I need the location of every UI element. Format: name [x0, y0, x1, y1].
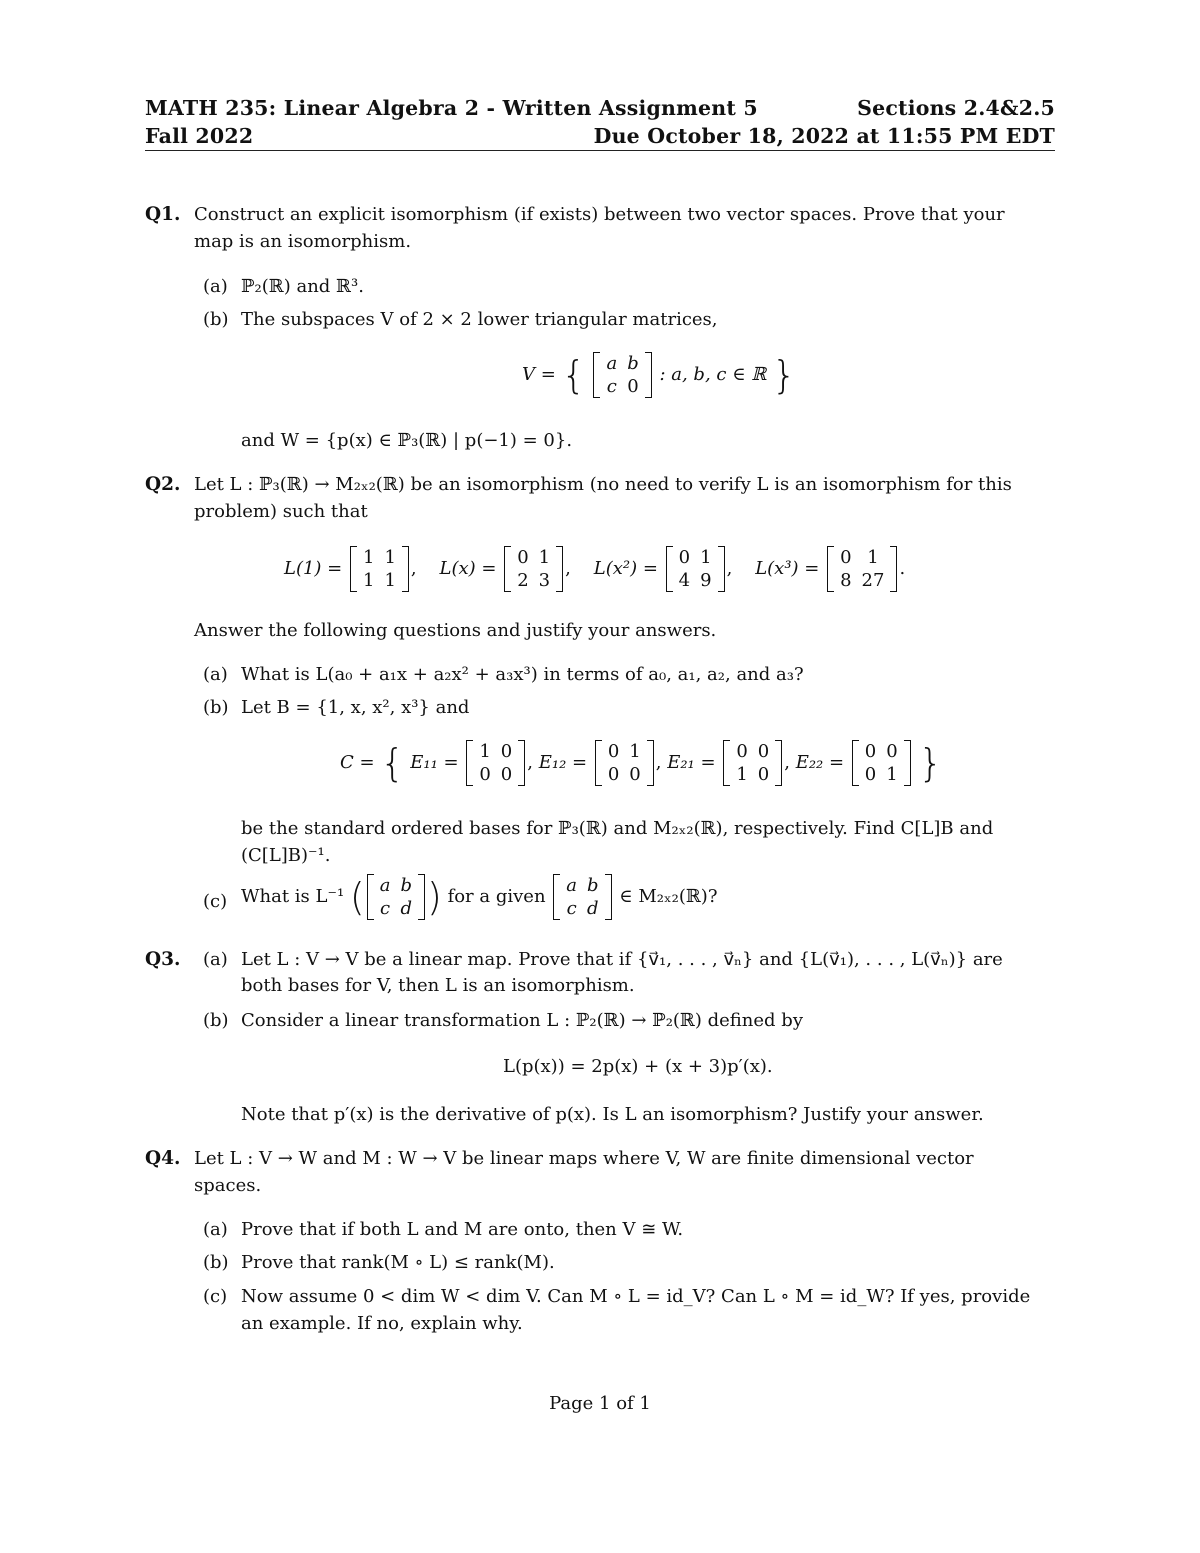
q2-text-line2: problem) such that [194, 501, 368, 522]
q2-map-display [284, 546, 905, 592]
map-lhs: L(1) = [284, 558, 343, 579]
basis-lhs: E₁₂ = [538, 752, 588, 773]
separator: , [410, 558, 417, 579]
matrix-cell: a [606, 353, 618, 374]
matrix-cell: 1 [538, 547, 551, 568]
map-lhs: L(x³) = [755, 558, 820, 579]
matrix-cell: 3 [538, 570, 551, 591]
q1-label: Q1. [145, 204, 181, 225]
q4a-text: Prove that if both L and M are onto, then V ≅ W. [241, 1219, 684, 1240]
q4a-label: (a) [203, 1219, 228, 1240]
term-label: Fall 2022 [145, 124, 254, 148]
q2b-label: (b) [203, 697, 229, 718]
q4-text-line2: spaces. [194, 1175, 262, 1196]
left-brace: { [380, 741, 405, 785]
q2c-text-mid: for a given [447, 886, 546, 907]
q2c-text-pre: What is L⁻¹ [241, 886, 345, 907]
basis-lhs: E₂₂ = [795, 752, 845, 773]
q1b-text2: and W = {p(x) ∈ ℙ₃(ℝ) | p(−1) = 0}. [241, 430, 573, 451]
separator: , [527, 752, 533, 773]
q4-label: Q4. [145, 1148, 181, 1169]
q1b-matrix [593, 352, 651, 398]
matrix-cell: 0 [757, 764, 770, 785]
q2b-text2-line2: (C[L]B)⁻¹. [241, 845, 331, 866]
basis-lhs: E₂₁ = [667, 752, 716, 773]
matrix-cell: 1 [363, 547, 375, 568]
q3-label: Q3. [145, 949, 181, 970]
right-paren: ) [427, 875, 442, 919]
matrix-cell: 0 [678, 547, 691, 568]
basis-matrix [723, 740, 782, 786]
matrix-cell: c [566, 898, 577, 919]
q2c-text-post: ∈ M₂ₓ₂(ℝ)? [619, 886, 718, 907]
q4b-text: Prove that rank(M ∘ L) ≤ rank(M). [241, 1252, 555, 1273]
matrix-cell: 8 [840, 570, 852, 591]
q3b-line1: Consider a linear transformation L : ℙ₂(ℝ) → ℙ₂(ℝ) defined by [241, 1010, 803, 1031]
q3b-label: (b) [203, 1010, 229, 1031]
basis-matrix [466, 740, 525, 786]
q1b-set-condition: : a, b, c ∈ ℝ [659, 364, 767, 385]
q4c-label: (c) [203, 1286, 228, 1307]
matrix-cell: a [566, 875, 578, 896]
matrix-cell: 0 [627, 376, 639, 397]
separator: , [726, 558, 733, 579]
q1-text-line2: map is an isomorphism. [194, 231, 412, 252]
matrix-cell: 0 [500, 741, 513, 762]
matrix-cell: b [627, 353, 639, 374]
q2a-text: What is L(a₀ + a₁x + a₂x² + a₃x³) in terms of a₀, a₁, a₂, and a₃? [241, 664, 804, 685]
matrix-cell: 1 [479, 741, 491, 762]
matrix-cell: 0 [607, 741, 620, 762]
basis-lhs: E₁₁ = [410, 752, 459, 773]
q2c-label: (c) [203, 891, 228, 912]
map-matrix [827, 546, 897, 592]
q1a-text: ℙ₂(ℝ) and ℝ³. [241, 276, 364, 297]
matrix-cell: 0 [757, 741, 770, 762]
page-number: Page 1 of 1 [549, 1393, 651, 1414]
matrix-cell: 0 [607, 764, 620, 785]
matrix-cell: 1 [384, 547, 396, 568]
separator: , [784, 752, 790, 773]
matrix-cell: 1 [867, 547, 879, 568]
q3b-line2: Note that p′(x) is the derivative of p(x). Is L an isomorphism? Justify your answer. [241, 1104, 984, 1125]
q1b-set-display [522, 352, 796, 398]
matrix-cell: 1 [886, 764, 898, 785]
q2-instruction: Answer the following questions and justify your answers. [194, 620, 717, 641]
matrix-cell: d [587, 898, 599, 919]
map-matrix [350, 546, 409, 592]
q1-text-line1: Construct an explicit isomorphism (if exists) between two vector spaces. Prove that your [194, 204, 1005, 225]
q3a-line2: both bases for V, then L is an isomorphism. [241, 975, 635, 996]
left-paren: ( [349, 875, 365, 919]
map-matrix [666, 546, 725, 592]
map-matrix [504, 546, 563, 592]
matrix-cell: 1 [384, 570, 396, 591]
matrix-cell: 1 [363, 570, 375, 591]
separator: , [655, 752, 662, 773]
separator: , [565, 558, 571, 579]
q4b-label: (b) [203, 1252, 229, 1273]
q4c-line1: Now assume 0 < dim W < dim V. Can M ∘ L = id_V? Can L ∘ M = id_W? If yes, provide [241, 1286, 1031, 1307]
q2c-matrix [367, 874, 425, 920]
q2c-text [241, 874, 717, 920]
header-divider [145, 150, 1055, 151]
q4-text-line1: Let L : V → W and M : W → V be linear maps where V, W are finite dimensional vector [194, 1148, 974, 1169]
q1a-label: (a) [203, 276, 228, 297]
matrix-cell: c [606, 376, 617, 397]
matrix-cell: 0 [517, 547, 529, 568]
basis-matrix [595, 740, 654, 786]
matrix-cell: b [400, 875, 412, 896]
due-date: Due October 18, 2022 at 11:55 PM EDT [593, 124, 1055, 148]
header-row-2 [145, 124, 1055, 148]
matrix-cell: a [379, 875, 391, 896]
matrix-cell: 2 [517, 570, 529, 591]
map-lhs: L(x²) = [593, 558, 658, 579]
q4c-line2: an example. If no, explain why. [241, 1313, 523, 1334]
sections-label: Sections 2.4&2.5 [857, 96, 1055, 120]
matrix-cell: 1 [629, 741, 641, 762]
matrix-cell: d [400, 898, 412, 919]
basis-matrix [852, 740, 911, 786]
matrix-cell: 1 [700, 547, 712, 568]
q1b-label: (b) [203, 309, 229, 330]
course-title: MATH 235: Linear Algebra 2 - Written Assignment 5 [145, 96, 758, 120]
matrix-cell: 0 [736, 741, 748, 762]
matrix-cell: 0 [500, 764, 513, 785]
q2c-matrix-given [553, 874, 611, 920]
matrix-cell: 1 [736, 764, 748, 785]
matrix-cell: 0 [886, 741, 898, 762]
matrix-cell: 0 [864, 764, 877, 785]
q3a-label: (a) [203, 949, 228, 970]
q3b-formula: L(p(x)) = 2p(x) + (x + 3)p′(x). [503, 1056, 773, 1077]
basis-lhs: C = [340, 752, 375, 773]
q2a-label: (a) [203, 664, 228, 685]
matrix-cell: 0 [864, 741, 877, 762]
matrix-cell: 0 [840, 547, 852, 568]
q1b-set-lhs: V = [522, 364, 556, 385]
matrix-cell: 9 [700, 570, 712, 591]
q3a-line1: Let L : V → V be a linear map. Prove that if {v⃗₁, . . . , v⃗ₙ} and {L(v⃗₁), . . . , L(v⃗ₙ)} are [241, 949, 1003, 970]
matrix-cell: 0 [479, 764, 491, 785]
matrix-cell: 27 [861, 570, 885, 591]
q2b-text: Let B = {1, x, x², x³} and [241, 697, 470, 718]
matrix-cell: 4 [678, 570, 691, 591]
matrix-cell: b [587, 875, 599, 896]
q2b-text2-line1: be the standard ordered bases for ℙ₃(ℝ) and M₂ₓ₂(ℝ), respectively. Find C[L]B and [241, 818, 994, 839]
left-brace: { [561, 353, 586, 397]
q1b-text: The subspaces V of 2 × 2 lower triangular matrices, [241, 309, 718, 330]
right-brace: } [918, 741, 943, 785]
right-brace: } [771, 353, 797, 397]
q2-text-line1: Let L : ℙ₃(ℝ) → M₂ₓ₂(ℝ) be an isomorphism (no need to verify L is an isomorphism for this [194, 474, 1012, 495]
matrix-cell: c [380, 898, 391, 919]
matrix-cell: 0 [629, 764, 641, 785]
header-row-1 [145, 96, 1055, 120]
q2-label: Q2. [145, 474, 181, 495]
q2b-basis-display [340, 740, 943, 786]
map-lhs: L(x) = [439, 558, 497, 579]
separator: . [899, 558, 906, 579]
